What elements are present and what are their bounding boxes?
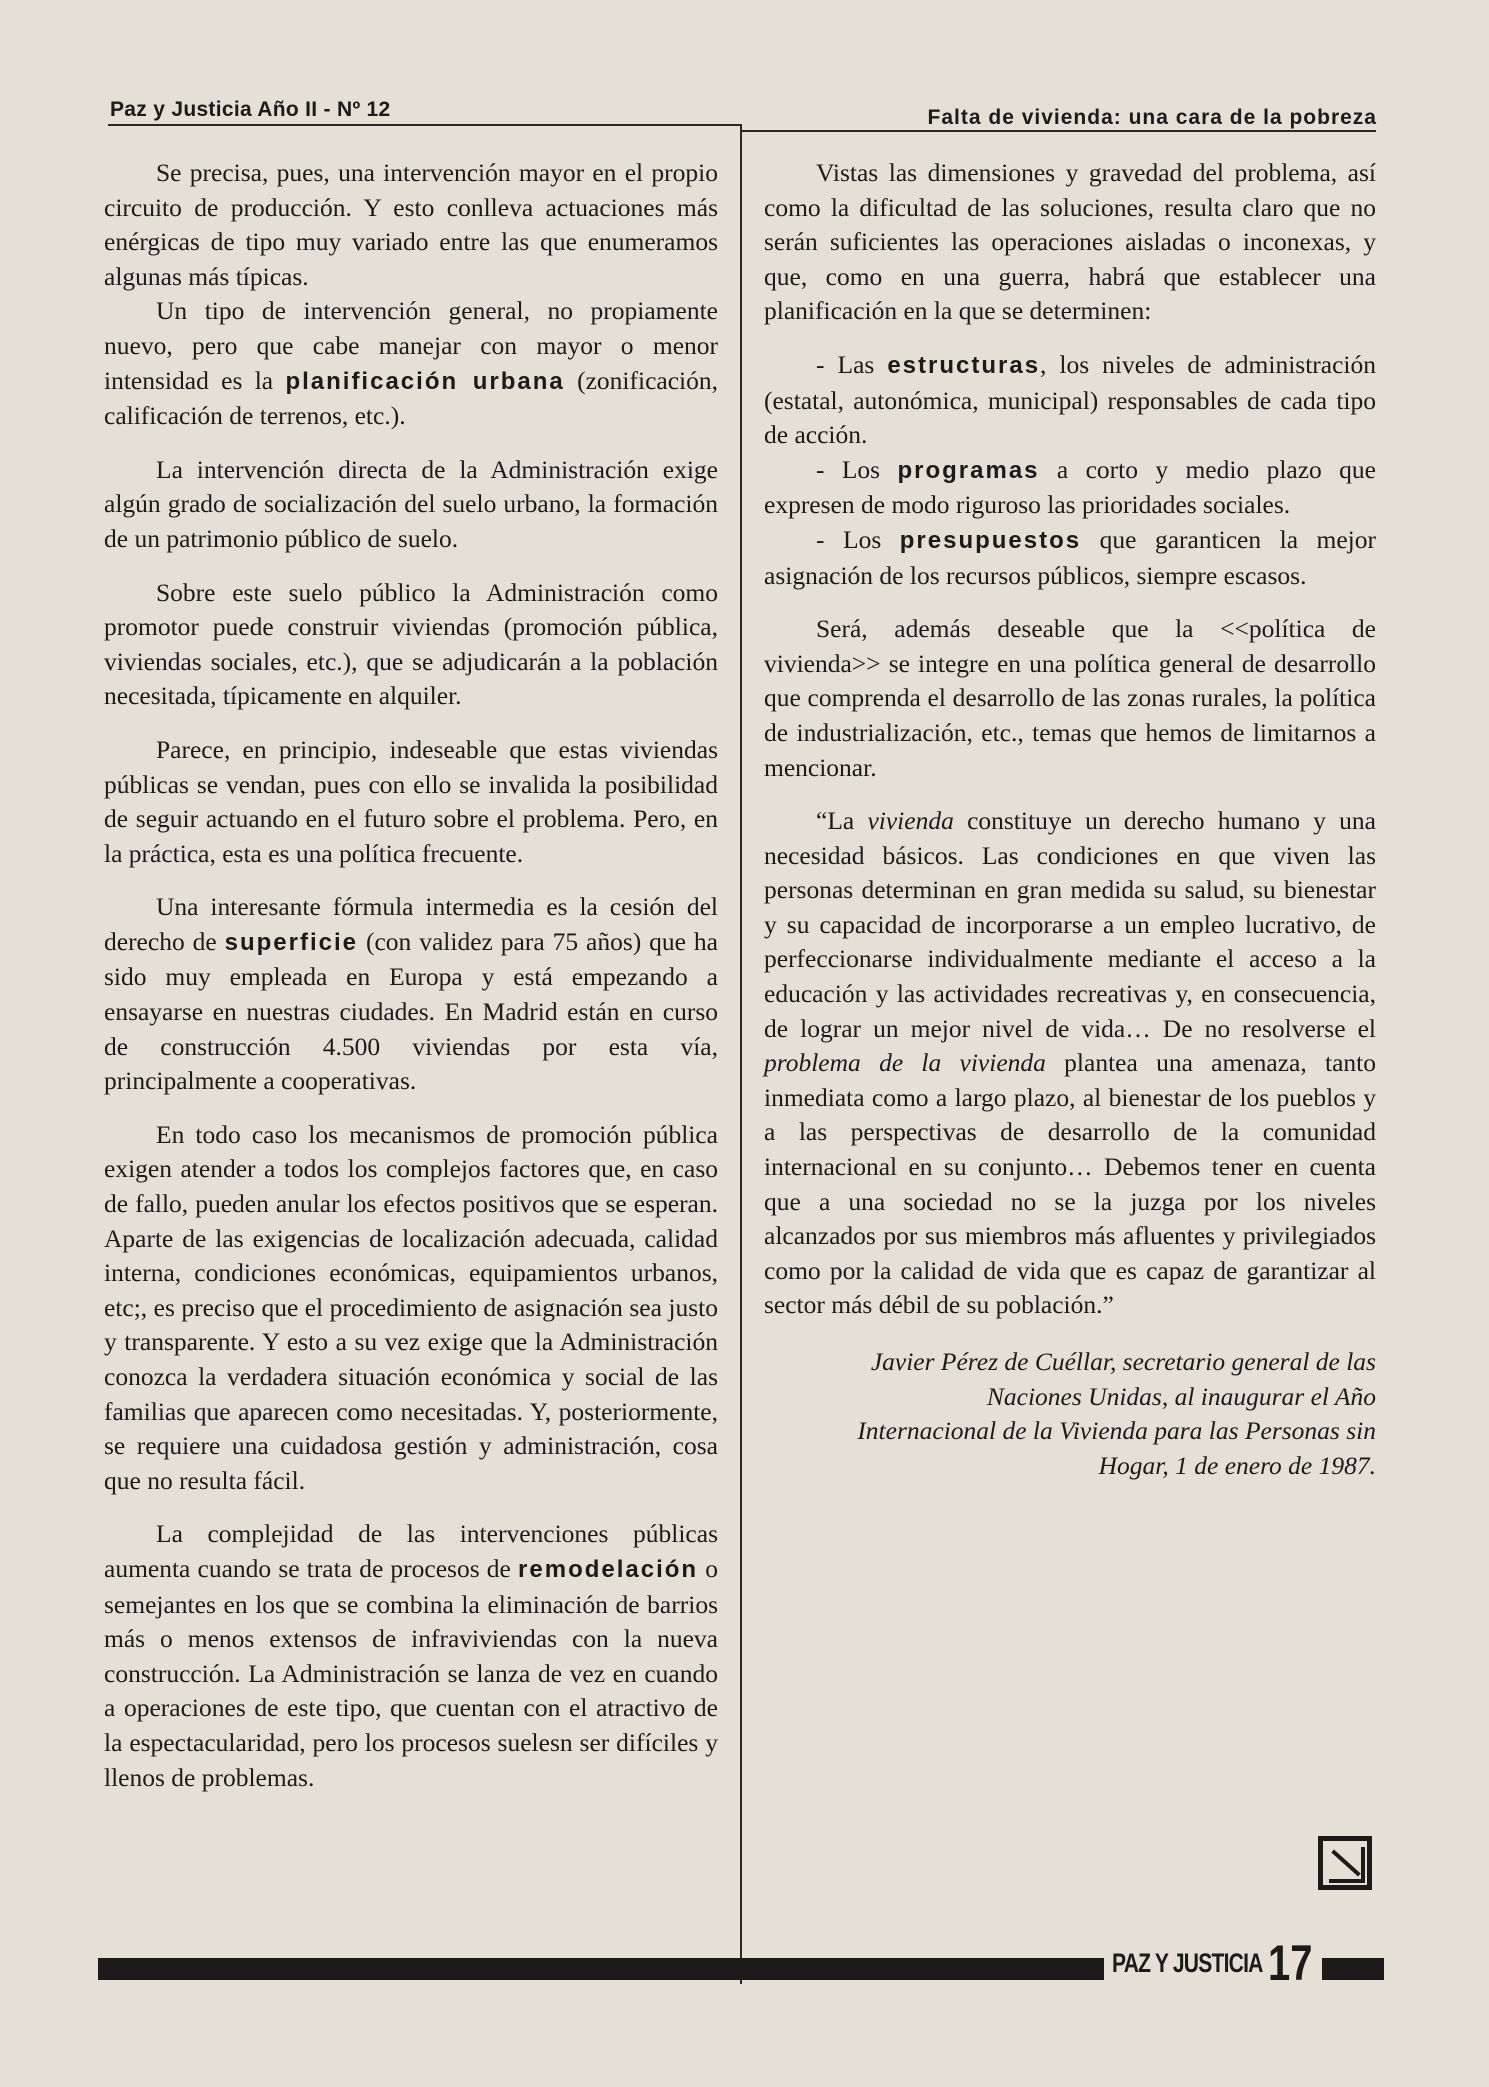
paragraph: Una interesante fórmula intermedia es la cesión del derecho de superficie (con validez para 75 años) que ha sido muy empleada en Europa y está empezando a ensayarse en nuestras ciudades. En Madrid están en curso de construcción 4.500 viviendas por esta vía, principalmente a cooperativas. [104, 892, 719, 1096]
block-quote: “La vivienda constituye un derecho humano y una necesidad básicos. Las condiciones en que viven las personas determinan en gran medida su salud, su bienestar y su capacidad de incorporarse a un empleo lucrativo, de perfeccionarse individualmente mediante el acceso a la educación y las actividades recreativas y, en consecuencia, de lograr un mejor nivel de vida… De no resolverse el problema de la vivienda plantea una amenaza, tanto inmediata como a largo plazo, al bienestar de los pueblos y a las perspectivas de desarrollo de la comunidad internacional en su conjunto… Debemos tener en cuenta que a una sociedad no se la juzga por los niveles alcanzados por sus miembros más afluentes y privilegiados como por la calidad de vida que es capaz de garantizar al sector más débil de su población.” [764, 806, 1376, 1320]
footer-bar [98, 1958, 1104, 1980]
paragraph: Se precisa, pues, una intervención mayor en el propio circuito de producción. Y esto conlleva actuaciones más enérgicas de tipo muy variado entre las que enumeramos algunas más típicas. [104, 158, 718, 291]
page-number: 17 [1268, 1935, 1313, 1991]
paragraph: Un tipo de intervención general, no propiamente nuevo, pero que cabe manejar con mayor o menor intensidad es la planificación urbana (zonificación, calificación de terrenos, etc.). [104, 296, 718, 431]
paragraph: Vistas las dimensiones y gravedad del problema, así como la dificultad de las soluciones, resulta claro que no serán suficientes las operaciones aisladas o inconexas, y que, como en una guerra, habrá que establecer una planificación en la que se determinen: [764, 158, 1376, 326]
column-divider [740, 124, 742, 1984]
header-rule-right [742, 130, 1376, 132]
footer-publication-name: PAZ Y JUSTICIA [1112, 1948, 1263, 1978]
running-header-left: Paz y Justicia Año II - Nº 12 [110, 98, 391, 121]
emphasis-term: programas [897, 456, 1040, 484]
list-item: - Los presupuestos que garanticen la mejor asignación de los recursos públicos, siempre escasos. [764, 524, 1376, 590]
paragraph: En todo caso los mecanismos de promoción pública exigen atender a todos los complejos factores que, en caso de fallo, pueden anular los efectos positivos que se esperan. Aparte de las exigencias de localización adecuada, calidad interna, condiciones económicas, equipamientos urbanos, etc;, es preciso que el procedimiento de asignación sea justo y transparente. Y esto a su vez exige que la Administración conozca la verdadera situación económica y social de las familias que aparecen como necesitadas. Y, posteriormente, se requiere una cuidadosa gestión y administración, cosa que no resulta fácil. [104, 1119, 718, 1495]
paragraph: Sobre este suelo público la Administración como promotor puede construir viviendas (promoción pública, viviendas sociales, etc.), que se adjudicarán a la población necesitada, típicamente en alquiler. [104, 577, 718, 711]
left-column [104, 156, 718, 1795]
end-of-article-icon [1318, 1836, 1372, 1890]
running-header-right: Falta de vivienda: una cara de la pobreza [927, 106, 1377, 129]
emphasis-term: estructuras [887, 351, 1041, 379]
footer-bar-end [1322, 1958, 1384, 1980]
header-rule-left [108, 124, 740, 126]
quote-attribution: Javier Pérez de Cuéllar, secretario general de las Naciones Unidas, al inaugurar el Año Internacional de la Vivienda para las Personas sin Hogar, 1 de enero de 1987. [857, 1347, 1376, 1480]
paragraph: Será, además deseable que la <<política de vivienda>> se integre en una política general de desarrollo que comprenda el desarrollo de las zonas rurales, la política de industrialización, etc., temas que hemos de limitarnos a mencionar. [764, 614, 1376, 782]
right-column [764, 156, 1376, 1483]
emphasis-term: planificación urbana [285, 367, 565, 395]
paragraph: La intervención directa de la Administración exige algún grado de socialización del suelo urbano, la formación de un patrimonio público de suelo. [104, 454, 718, 553]
emphasis-term: superficie [224, 928, 359, 956]
paragraph: La complejidad de las intervenciones públicas aumenta cuando se trata de procesos de remodelación o semejantes en los que se combina la eliminación de barrios más o menos extensos de infraviviendas con la nueva construcción. La Administración se lanza de vez en cuando a operaciones de este tipo, que cuentan con el atractivo de la espectacularidad, pero los procesos suelesn ser difíciles y llenos de problemas. [104, 1519, 719, 1792]
paragraph: Parece, en principio, indeseable que estas viviendas públicas se vendan, pues con ello se invalida la posibilidad de seguir actuando en el futuro sobre el problema. Pero, en la práctica, esta es una política frecuente. [104, 734, 718, 868]
list-item: - Los programas a corto y medio plazo que expresen de modo riguroso las prioridades sociales. [764, 454, 1376, 520]
list-item: - Las estructuras, los niveles de administración (estatal, autonómica, municipal) responsables de cada tipo de acción. [764, 349, 1376, 450]
emphasis-term: presupuestos [899, 526, 1082, 554]
emphasis-term: remodelación [518, 1555, 699, 1583]
